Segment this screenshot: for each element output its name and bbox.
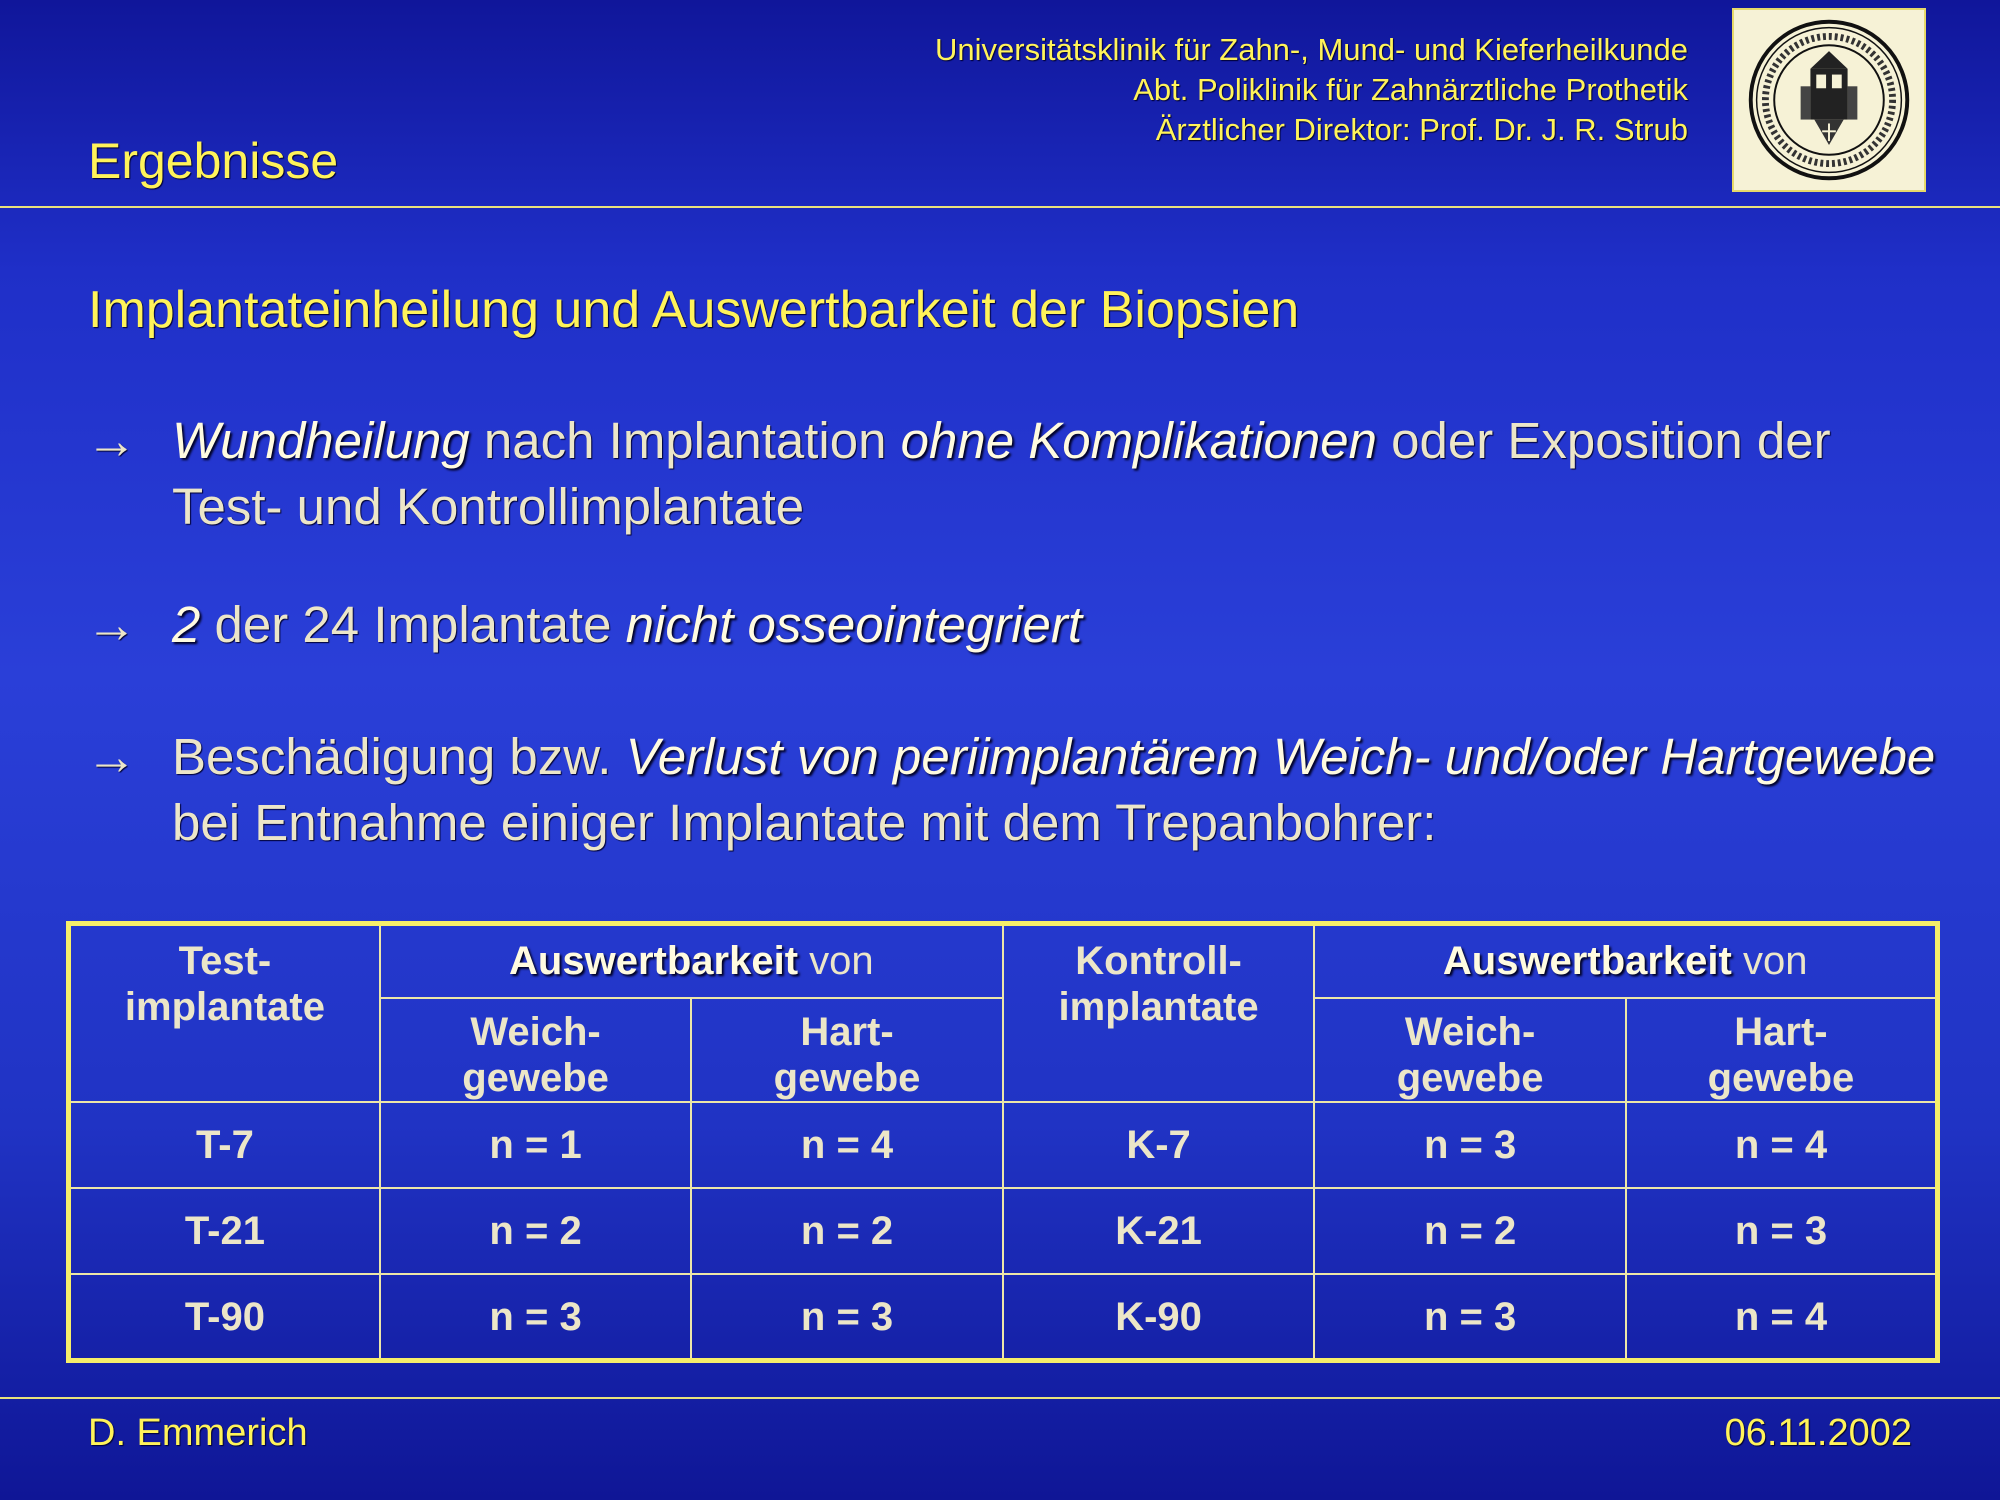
table-header-row xyxy=(69,924,1938,998)
institution-block xyxy=(935,30,1688,150)
bullet-text xyxy=(172,408,1952,540)
footer-date: 06.11.2002 xyxy=(1724,1412,1912,1454)
bullet-emphasis: Verlust von periimplantärem Weich- und/oder Hartgewebe xyxy=(625,728,1936,785)
test-soft-tissue-header: Weich- gewebe xyxy=(380,998,691,1102)
arrow-icon: → xyxy=(86,596,137,653)
seal-graphic xyxy=(1734,10,1924,190)
test-implant-cell: T-21 xyxy=(69,1188,380,1274)
bullet-plain: oder Exposition der Test- und Kontrollimplantate xyxy=(172,412,1831,535)
control-hard-tissue-header: Hart- gewebe xyxy=(1626,998,1938,1102)
table-row xyxy=(69,1188,1938,1274)
bullet-plain: der 24 Implantate xyxy=(200,596,626,653)
institution-line: Universitätsklinik für Zahn-, Mund- und Kieferheilkunde xyxy=(935,32,1688,67)
bullet-plain: Beschädigung bzw. xyxy=(172,728,626,785)
test-implant-cell: T-7 xyxy=(69,1102,380,1188)
test-hard-tissue-header: Hart- gewebe xyxy=(691,998,1003,1102)
control-soft-tissue-header: Weich- gewebe xyxy=(1314,998,1626,1102)
footer-divider xyxy=(0,1397,2000,1399)
control-implants-header: Kontroll- implantate xyxy=(1003,924,1315,1102)
test-hard-cell: n = 3 xyxy=(691,1274,1003,1360)
bullet-emphasis: Wundheilung xyxy=(172,412,470,469)
table-row xyxy=(69,1274,1938,1360)
director-line: Ärztlicher Direktor: Prof. Dr. J. R. Strub xyxy=(1155,112,1688,147)
footer-author: D. Emmerich xyxy=(88,1412,308,1454)
bullet-plain: nach Implantation xyxy=(469,412,901,469)
bullet-emphasis: ohne Komplikationen xyxy=(900,412,1377,469)
table-row xyxy=(69,1102,1938,1188)
test-soft-cell: n = 1 xyxy=(380,1102,691,1188)
control-soft-cell: n = 2 xyxy=(1314,1188,1626,1274)
slide-subtitle: Implantateinheilung und Auswertbarkeit der Biopsien xyxy=(88,281,1300,339)
control-implant-cell: K-90 xyxy=(1003,1274,1315,1360)
control-implant-cell: K-7 xyxy=(1003,1102,1315,1188)
test-implant-cell: T-90 xyxy=(69,1274,380,1360)
results-table xyxy=(66,921,1940,1363)
bullet-emphasis: nicht osseointegriert xyxy=(625,596,1083,653)
department-line: Abt. Poliklinik für Zahnärztliche Prothetik xyxy=(1133,72,1688,107)
control-evaluability-header: Auswertbarkeit von xyxy=(1314,924,1937,998)
control-hard-cell: n = 3 xyxy=(1626,1188,1938,1274)
test-soft-cell: n = 3 xyxy=(380,1274,691,1360)
bullet-text xyxy=(172,724,1952,856)
header-divider xyxy=(0,206,2000,208)
bullet-text xyxy=(172,592,1952,658)
test-hard-cell: n = 4 xyxy=(691,1102,1003,1188)
control-soft-cell: n = 3 xyxy=(1314,1274,1626,1360)
test-implants-header: Test- implantate xyxy=(69,924,380,1102)
test-soft-cell: n = 2 xyxy=(380,1188,691,1274)
arrow-icon: → xyxy=(86,412,137,469)
university-seal-icon xyxy=(1732,8,1926,192)
control-soft-cell: n = 3 xyxy=(1314,1102,1626,1188)
arrow-icon: → xyxy=(86,728,137,785)
control-implant-cell: K-21 xyxy=(1003,1188,1315,1274)
bullet-emphasis: 2 xyxy=(172,596,201,653)
section-title: Ergebnisse xyxy=(88,133,339,189)
control-hard-cell: n = 4 xyxy=(1626,1102,1938,1188)
test-hard-cell: n = 2 xyxy=(691,1188,1003,1274)
bullet-plain: bei Entnahme einiger Implantate mit dem Trepanbohrer: xyxy=(172,794,1437,851)
test-evaluability-header: Auswertbarkeit von xyxy=(380,924,1003,998)
control-hard-cell: n = 4 xyxy=(1626,1274,1938,1360)
